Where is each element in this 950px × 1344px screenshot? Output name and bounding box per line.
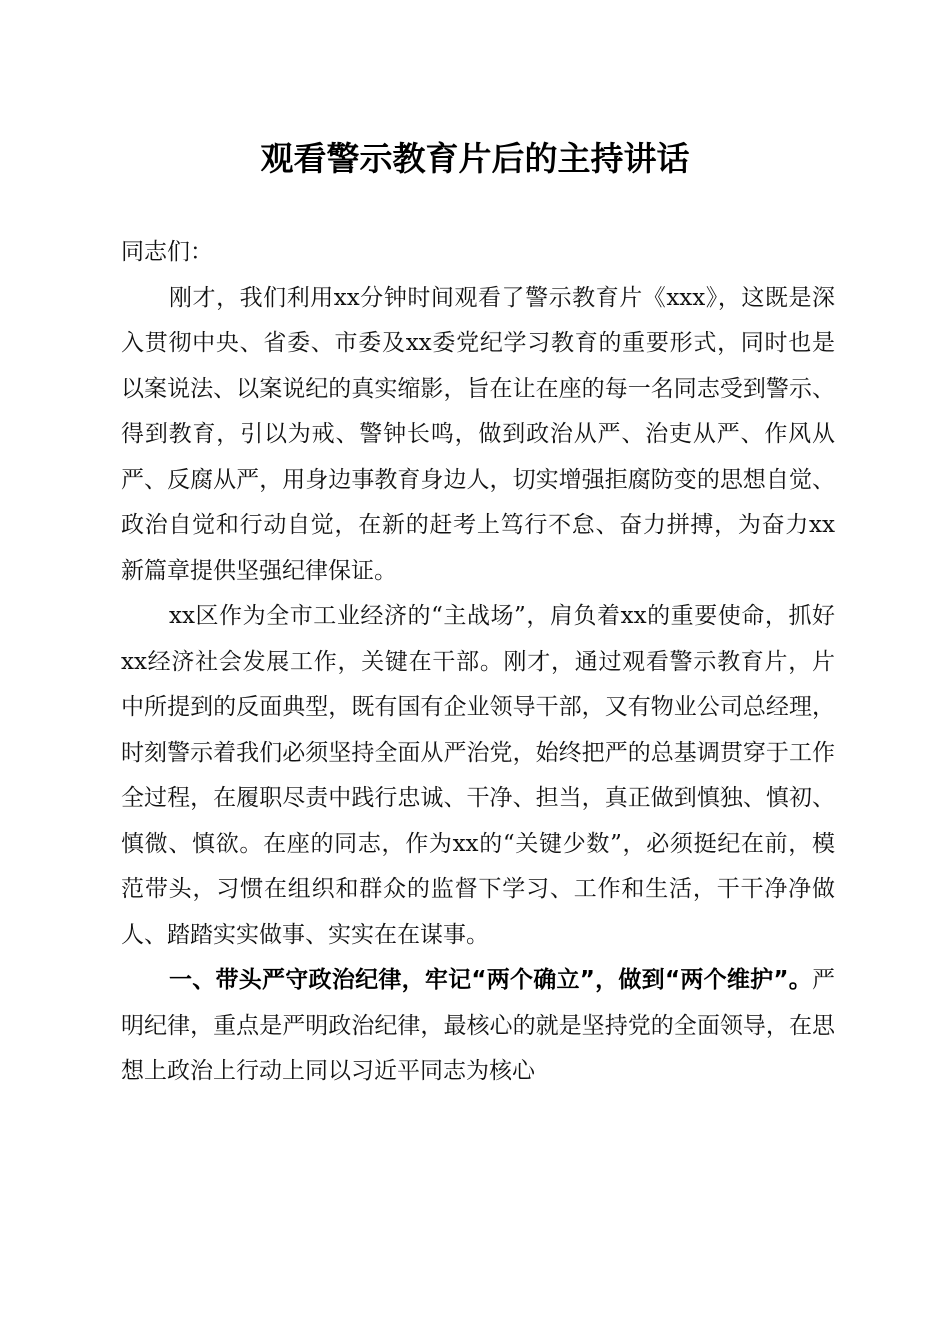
paragraph-context: xx区作为全市工业经济的“主战场”，肩负着xx的重要使命，抓好xx经济社会发展工作，关键在干部。刚才，通过观看警示教育片，片中所提到的反面典型，既有国有企业领导干部，又有物业公司总经理，时刻警示着我们必须坚持全面从严治党，始终把严的总基调贯穿于工作全过程，在履职尽责中践行忠诚、干净、担当，真正做到慎独、慎初、慎微、慎欲。在座的同志，作为xx的“关键少数”，必须挺纪在前，模范带头，习惯在组织和群众的监督下学习、工作和生活，干干净净做人、踏踏实实做事、实实在在谋事。 [121,603,835,948]
document-title: 观看警示教育片后的主持讲话 [260,139,690,178]
document-body [121,230,835,1095]
section-1 [121,958,835,1095]
section-1-heading: 一、带头严守政治纪律，牢记“两个确立”，做到“两个维护”。 [169,967,812,993]
paragraph-intro: 刚才，我们利用xx分钟时间观看了警示教育片《xxx》，这既是深入贯彻中央、省委、市委及xx委党纪学习教育的重要形式，同时也是以案说法、以案说纪的真实缩影，旨在让在座的每一名同志受到警示、得到教育，引以为戒、警钟长鸣，做到政治从严、治吏从严、作风从严、反腐从严，用身边事教育身边人，切实增强拒腐防变的思想自觉、政治自觉和行动自觉，在新的赶考上笃行不怠、奋力拼搏，为奋力xx新篇章提供坚强纪律保证。 [121,284,835,584]
section-1-text: 严明纪律，重点是严明政治纪律，最核心的就是坚持党的全面领导，在思想上政治上行动上同以习近平同志为核心 [121,967,835,1084]
salutation: 同志们： [121,239,213,265]
